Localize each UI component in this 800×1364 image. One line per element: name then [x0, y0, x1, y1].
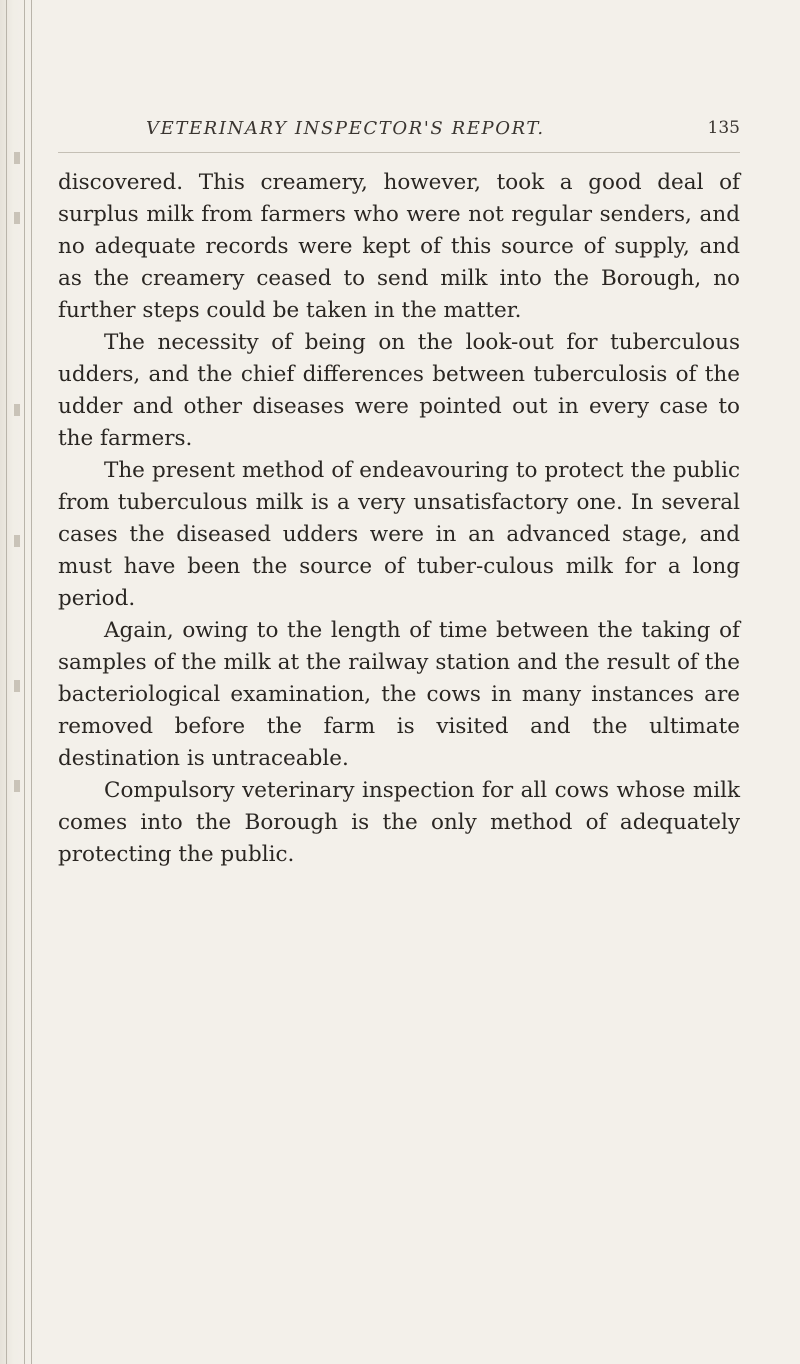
paragraph: The necessity of being on the look-out for tuberculous udders, and the chief differences between tuberculosis of the udder and other diseases were pointed out in every case to the farmers.	[58, 330, 740, 451]
running-head	[58, 118, 740, 153]
body-text	[58, 167, 740, 871]
gutter-mark	[14, 212, 20, 224]
gutter-rule	[31, 0, 32, 1364]
gutter-mark	[14, 535, 20, 547]
gutter-mark	[14, 780, 20, 792]
running-title: VETERINARY INSPECTOR'S REPORT.	[146, 118, 545, 139]
paragraph: Compulsory veterinary inspection for all cows whose milk comes into the Borough is the only method of adequately protecting the public.	[58, 778, 740, 867]
paragraph: discovered. This creamery, however, took a good deal of surplus milk from farmers who were not regular senders, and no adequate records were kept of this source of supply, and as the creamery ceased to send milk into the Borough, no further steps could be taken in the matter.	[58, 170, 740, 323]
paragraph: Again, owing to the length of time between the taking of samples of the milk at the railway station and the result of the bacteriological examination, the cows in many instances are removed before the farm is visited and the ultimate destination is untraceable.	[58, 618, 740, 771]
gutter-mark	[14, 680, 20, 692]
page-number: 135	[707, 118, 740, 138]
binding-gutter	[0, 0, 40, 1364]
paragraph: The present method of endeavouring to protect the public from tuberculous milk is a very unsatisfactory one. In several cases the diseased udders were in an advanced stage, and must have been the source of tuber-culous milk for a long period.	[58, 458, 740, 611]
gutter-rule	[6, 0, 7, 1364]
gutter-rule	[24, 0, 25, 1364]
gutter-mark	[14, 404, 20, 416]
book-page	[58, 118, 740, 871]
gutter-mark	[14, 152, 20, 164]
